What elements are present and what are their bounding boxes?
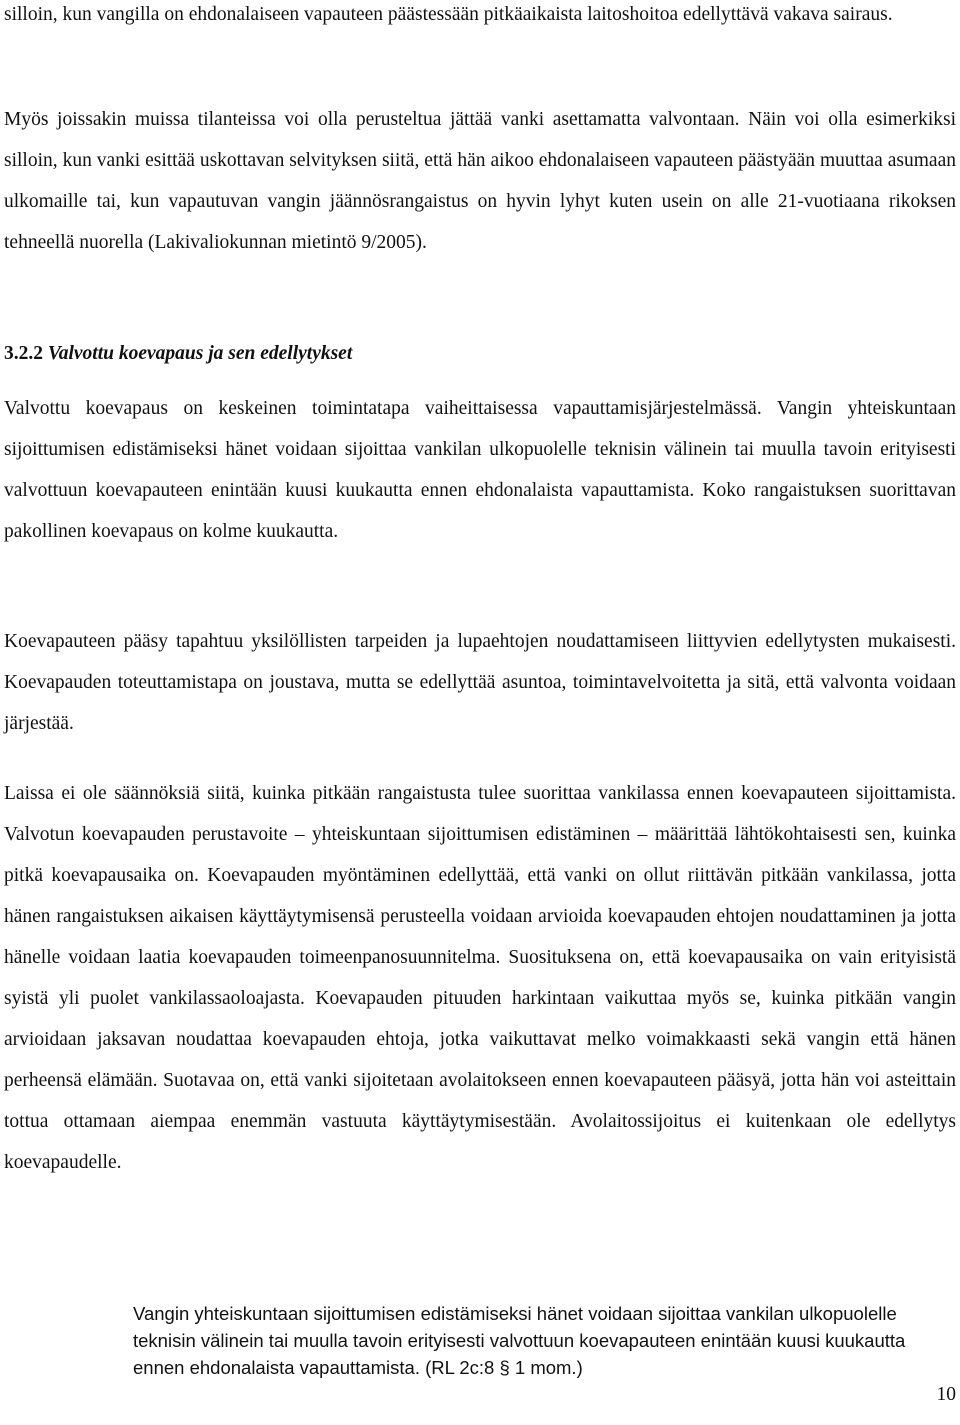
paragraph-supervision-exceptions: Myös joissakin muissa tilanteissa voi olla perusteltua jättää vanki asettamatta valvontaan. Näin voi olla esimerkiksi silloin, kun vanki esittää uskottavan selvityksen siitä, että hän aikoo ehdonalaiseen vapauteen päästyään muuttaa asumaan ulkomaille tai, kun vapautuvan vangin jäännösrangaistus on hyvin lyhyt kuten usein on alle 21-vuotiaana rikoksen tehneellä nuorella (Lakivaliokunnan mietintö 9/2005).	[4, 109, 956, 253]
legal-quote-block: Vangin yhteiskuntaan sijoittumisen edistämiseksi hänet voidaan sijoittaa vankilan ulkopuolelle teknisin välinein tai muulla tavoin erityisesti valvottuun koevapauteen enintään kuusi kuukautta ennen ehdonalaista vapauttamista. (RL 2c:8 § 1 mom.)	[133, 1303, 906, 1378]
paragraph-probation-access: Koevapauteen pääsy tapahtuu yksilöllisten tarpeiden ja lupaehtojen noudattamiseen liittyvien edellytysten mukaisesti. Koevapauden toteuttamistapa on joustava, mutta se edellyttää asuntoa, toimintavelvoitetta ja sitä, että valvonta voidaan järjestää.	[4, 631, 956, 734]
section-heading-number: 3.2.2	[4, 343, 43, 364]
paragraph-intro-continuation: silloin, kun vangilla on ehdonalaiseen vapauteen päästessään pitkäaikaista laitoshoitoa edellyttävä vakava sairaus.	[4, 4, 893, 25]
paragraph-supervised-probation: Valvottu koevapaus on keskeinen toimintatapa vaiheittaisessa vapauttamisjärjestelmässä. Vangin yhteiskuntaan sijoittumisen edistämiseksi hänet voidaan sijoittaa vankilan ulkopuolelle teknisin välinein tai muulla tavoin erityisesti valvottuun koevapauteen enintään kuusi kuukautta ennen ehdonalaista vapauttamista. Koko rangaistuksen suorittavan pakollinen koevapaus on kolme kuukautta.	[4, 398, 956, 542]
page-number: 10	[936, 1384, 956, 1405]
paragraph-probation-duration: Laissa ei ole säännöksiä siitä, kuinka pitkään rangaistusta tulee suorittaa vankilassa ennen koevapauteen sijoittamista. Valvotun koevapauden perustavoite – yhteiskuntaan sijoittumisen edistäminen – määrittää lähtökohtaisesti sen, kuinka pitkä koevapausaika on. Koevapauden myöntäminen edellyttää, että vanki on ollut riittävän pitkään vankilassa, jotta hänen rangaistuksen aikaisen käyttäytymisensä perusteella voidaan arvioida koevapauden ehtojen noudattaminen ja jotta hänelle voidaan laatia koevapauden toimeenpanosuunnitelma. Suosituksena on, että koevapausaika on vain erityisistä syistä yli puolet vankilassaoloajasta. Koevapauden pituuden harkintaan vaikuttaa myös se, kuinka pitkään vangin arvioidaan jaksavan noudattaa koevapauden ehtoja, jotka vaikuttavat melko voimakkaasti sekä vangin että hänen perheensä elämään. Suotavaa on, että vanki sijoitetaan avolaitokseen ennen koevapauteen pääsyä, jotta hän voi asteittain tottua ottamaan aiempaa enemmän vastuuta käyttäytymisestään. Avolaitossijoitus ei kuitenkaan ole edellytys koevapaudelle.	[4, 783, 956, 1173]
section-heading-title: Valvottu koevapaus ja sen edellytykset	[47, 343, 353, 364]
section-heading	[4, 333, 352, 374]
